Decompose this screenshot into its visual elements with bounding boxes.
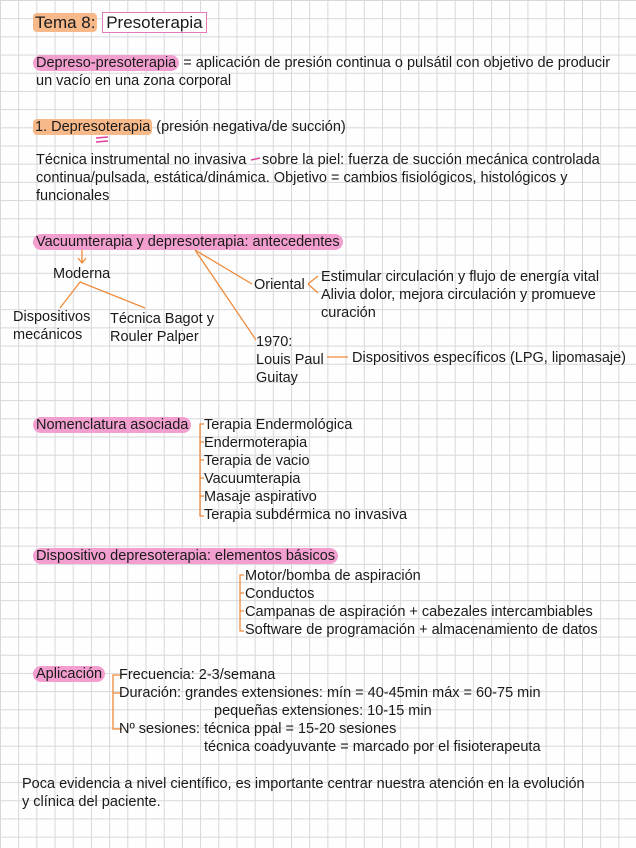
nomenclature-item: Masaje aspirativo: [204, 489, 317, 505]
nomenclature-item: Terapia de vacio: [204, 453, 310, 469]
history-disp2: mecánicos: [13, 327, 83, 343]
definition-text2: un vacío en una zona corporal: [36, 73, 232, 89]
history-oriental: Oriental: [254, 277, 305, 293]
device-heading-row: [33, 547, 338, 565]
application-dur1: Duración: grandes extensiones: mín = 40-45min máx = 60-75 min: [119, 685, 541, 701]
history-lpg: Dispositivos específicos (LPG, lipomasaje): [352, 350, 626, 366]
application-freq: Frecuencia: 2-3/semana: [119, 667, 276, 683]
history-year: 1970:: [256, 334, 293, 350]
history-name1: Louis Paul: [256, 352, 324, 368]
application-ses2: técnica coadyuvante = marcado por el fisioterapeuta: [204, 739, 541, 755]
nomenclature-item: Vacuumterapia: [204, 471, 301, 487]
history-or2: Alivia dolor, mejora circulación y promueve: [321, 287, 596, 303]
section1-desc3: funcionales: [36, 188, 110, 204]
title-label: Tema 8:: [35, 13, 96, 32]
application-heading: Aplicación: [33, 666, 105, 682]
section1-heading-row: [33, 118, 346, 136]
device-item: Motor/bomba de aspiración: [245, 568, 421, 584]
device-item: Conductos: [245, 586, 315, 602]
history-or3: curación: [321, 305, 376, 321]
nomenclature-item: Terapia subdérmica no invasiva: [204, 507, 408, 523]
nomenclature-heading-row: [33, 416, 191, 434]
device-item: Software de programación + almacenamiento de datos: [245, 622, 598, 638]
history-name2: Guitay: [256, 370, 298, 386]
definition-line1: [33, 54, 610, 72]
application-heading-row: [33, 665, 105, 683]
definition-text1: = aplicación de presión continua o pulsátil con objetivo de producir: [179, 55, 611, 71]
history-or1: Estimular circulación y flujo de energía vital: [321, 269, 600, 285]
section1-sub: (presión negativa/de succión): [152, 119, 346, 135]
conclusion-line2: y clínica del paciente.: [22, 794, 161, 810]
history-disp1: Dispositivos: [13, 309, 91, 325]
nomenclature-item: Endermoterapia: [204, 435, 308, 451]
history-heading-row: [33, 233, 343, 251]
history-heading: Vacuumterapia y depresoterapia: antecedentes: [33, 234, 343, 250]
nomenclature-item: Terapia Endermológica: [204, 417, 353, 433]
conclusion-line1: Poca evidencia a nivel científico, es importante centrar nuestra atención en la evolución: [22, 776, 585, 792]
history-tec2: Rouler Palper: [110, 329, 199, 345]
device-item: Campanas de aspiración + cabezales intercambiables: [245, 604, 593, 620]
section1-desc1: Técnica instrumental no invasiva: [36, 152, 247, 168]
application-ses1: Nº sesiones: técnica ppal = 15-20 sesiones: [119, 721, 397, 737]
history-tec1: Técnica Bagot y: [110, 311, 214, 327]
nomenclature-heading: Nomenclatura asociada: [33, 417, 191, 433]
definition-term: Depreso-presoterapia: [33, 55, 179, 71]
title-topic: Presoterapia: [102, 12, 206, 33]
device-heading: Dispositivo depresoterapia: elementos básicos: [33, 548, 338, 564]
section1-heading: 1. Depresoterapia: [35, 119, 151, 135]
section1-desc1b: sobre la piel: fuerza de succión mecánica controlada: [262, 152, 600, 168]
application-dur2: pequeñas extensiones: 10-15 min: [214, 703, 432, 719]
history-moderna: Moderna: [53, 266, 111, 282]
section1-desc2: continua/pulsada, estática/dinámica. Objetivo = cambios fisiológicos, histológicos y: [36, 170, 568, 186]
title-row: [33, 14, 207, 32]
